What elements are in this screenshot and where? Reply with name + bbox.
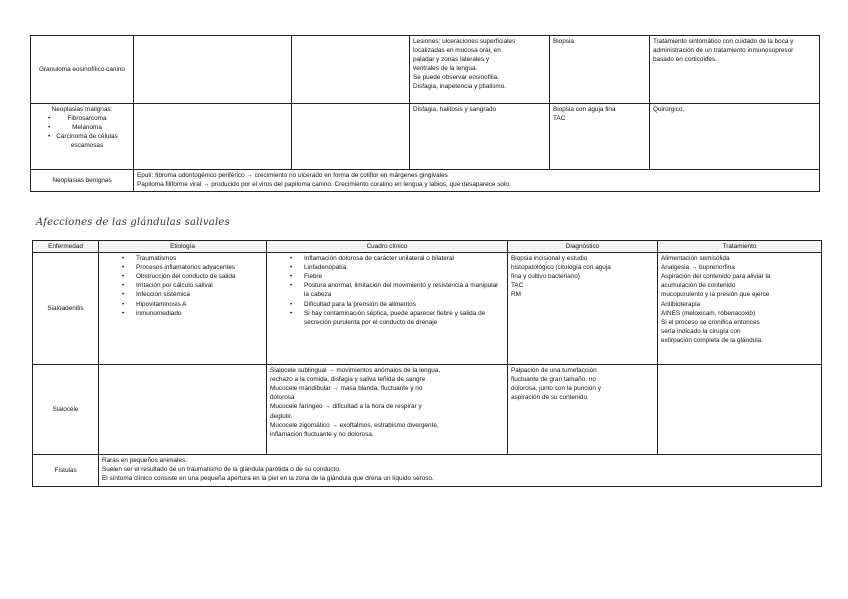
text-line: extirpación completa de la glándula.	[661, 336, 763, 344]
text-line: ventrales de la lengua.	[413, 65, 478, 73]
text-line: Alimentación semisólida	[661, 255, 730, 263]
list-item: • inmunomediado	[126, 309, 263, 318]
list-item: • Procesos inflamatorios adyacentes	[126, 263, 263, 272]
table-row	[33, 455, 822, 487]
treatment-cell	[658, 365, 822, 455]
text-line: Suelen ser el resultado de un traumatismo de la glándula parótida o de su conducto.	[102, 466, 341, 474]
text-line: Palpación de una tumefacción	[511, 367, 597, 375]
list-item: • Si hay contaminación séptica, puede aparecer fiebre y salida de secreción purulenta por el conducto de drenaje	[294, 309, 504, 327]
text-line: localizadas en mucosa oral, en	[413, 47, 501, 55]
text-line: rechazo a la comida, disfagia y saliva teñida de sangre	[270, 376, 426, 384]
neoplasm-list	[34, 114, 130, 150]
text-line: Mucocele zigomático → exoftalmos, estrabismo divergente,	[270, 421, 439, 429]
text-line: Epulí: fibroma odontogénico periférico → crecimiento no ulcerado en forma de coliflor en márgenes gingivales	[137, 172, 448, 179]
empty-cell	[134, 104, 292, 170]
text-line: Analgesia → buprenorfina	[661, 264, 735, 272]
treatment-cell: Quirúrgico.	[650, 104, 820, 170]
diagnosis-cell	[550, 104, 650, 170]
empty-cell	[134, 36, 292, 104]
text-line: fina y cultivo bacteriano)	[511, 273, 580, 281]
text-line: RM	[511, 291, 521, 299]
clinical-cell: Disfagia, halitosis y sangrado	[410, 104, 550, 170]
text-line: Disfagia, inapetencia y ptialismo.	[413, 83, 507, 91]
disease-name-cell: Granuloma eosinofílico canino	[31, 36, 134, 104]
text-line: dolorosa, junto con la punción y	[511, 385, 601, 393]
treatment-cell: Tratamiento sintomático con cuidado de la boca y administración de un tratamiento inmunosupresor basado en corticoides.	[650, 36, 820, 104]
text-line: Aspiración del contenido para aliviar la	[661, 273, 771, 281]
text-line: mucopurulento y la presión que ejerce	[661, 291, 770, 299]
section-title: Afecciones de las glándulas salivales	[36, 217, 230, 228]
text-line: Raras en pequeños animales.	[102, 457, 187, 465]
clinical-cell	[410, 36, 550, 104]
text-line: acumulación de contenido	[661, 282, 736, 290]
disease-name-cell	[31, 104, 134, 170]
column-header: Tratamiento	[658, 241, 822, 253]
text-line: TAC	[511, 282, 524, 290]
column-header: Diagnóstico	[508, 241, 658, 253]
diagnosis-cell	[508, 253, 658, 365]
table-row	[31, 170, 820, 192]
list-item: • Traumatismos	[126, 254, 263, 263]
table-row	[31, 36, 820, 104]
disease-name-cell: Neoplasias benignas	[31, 170, 134, 192]
column-header: Etiología	[99, 241, 267, 253]
clinical-cell	[267, 365, 508, 455]
list-item: • Hipovitaminosis A	[126, 300, 263, 309]
oral-disease-table	[30, 35, 820, 192]
empty-cell	[292, 104, 410, 170]
text-line: aspiración de su contenido.	[511, 394, 589, 402]
etiology-list	[102, 254, 263, 318]
etiology-cell	[99, 365, 267, 455]
empty-cell	[292, 36, 410, 104]
table-row	[31, 104, 820, 170]
disease-name-cell: Fístulas	[33, 455, 99, 487]
diagnosis-cell: Biopsia	[550, 36, 650, 104]
description-cell	[134, 170, 820, 192]
column-header: Enfermedad	[33, 241, 99, 253]
text-line: TAC	[553, 115, 566, 123]
text-line: deglutir.	[270, 412, 293, 420]
text-line: Se puede observar eosinofilia.	[413, 74, 499, 82]
list-item: • Infección sistémica	[126, 290, 263, 299]
text-line: Mucocele mandibular → masa blanda, fluctuante y no	[270, 385, 423, 393]
column-header: Cuadro clínico	[267, 241, 508, 253]
text-line: Papiloma filiforme viral → producido por el virus del papiloma canino. Crecimiento coralino en lengua y labios, que desaparece solo.	[137, 181, 511, 189]
table-header-row	[33, 241, 822, 253]
text-line: Antibioterapia	[661, 300, 701, 308]
list-item: • Inflamación dolorosa de carácter unilateral o bilateral	[294, 254, 504, 263]
disease-name-cell: Sialocele	[33, 365, 99, 455]
text-line: inflamación fluctuante y no dolorosa.	[270, 430, 374, 438]
text-line: Biopsia incisional y estudio	[511, 255, 588, 263]
description-cell	[99, 455, 822, 487]
text-line: sería indicado la cirugía con	[661, 327, 741, 335]
diagnosis-cell	[508, 365, 658, 455]
text-line: Mucocele faríngeo → dificultad a la hora de respirar y	[270, 403, 422, 411]
text-line: histopatológico (citología con aguja	[511, 264, 611, 272]
disease-name: Neoplasias malignas:	[51, 106, 113, 113]
list-item: • Dificultad para la prensión de alimentos	[294, 300, 504, 309]
clinical-list	[270, 254, 504, 327]
text-line: AINES (meloxicam, robenacoxib)	[661, 309, 756, 317]
treatment-cell	[658, 253, 822, 365]
list-item: • Obstrucción del conducto de salida	[126, 272, 263, 281]
table-row	[33, 365, 822, 455]
list-item: • Fibrosarcoma	[34, 114, 130, 123]
list-item: • Linfadenopatía	[294, 263, 504, 272]
etiology-cell	[99, 253, 267, 365]
list-item: • Melanoma	[34, 123, 130, 132]
salivary-disease-table	[32, 240, 822, 487]
list-item: • Irritación por cálculo salival	[126, 281, 263, 290]
list-item: • Postura anormal, limitación del movimiento y resistencia a manipular la cabeza	[294, 281, 504, 299]
text-line: fluctuante de gran tamaño, no	[511, 376, 596, 384]
table-row	[33, 253, 822, 365]
text-line: Sialocele sublingual → movimientos anómalos de la lengua,	[270, 367, 441, 375]
text-line: Biopsia con aguja fina	[553, 106, 616, 113]
clinical-cell	[267, 253, 508, 365]
text-line: Si el proceso se cronifica entonces	[661, 318, 760, 326]
list-item: • Fiebre	[294, 272, 504, 281]
text-line: El síntoma clínico consiste en una pequeña apertura en la piel en la zona de la glándula que drena un líquido seroso.	[102, 475, 434, 483]
text-line: dolorosa	[270, 394, 295, 402]
text-line: Lesiones: ulceraciones superficiales	[413, 38, 516, 45]
disease-name-cell: Sialoadenitis	[33, 253, 99, 365]
text-line: paladar y zonas laterales y	[413, 56, 490, 64]
list-item: • Carcinoma de células escamosas	[34, 132, 130, 150]
